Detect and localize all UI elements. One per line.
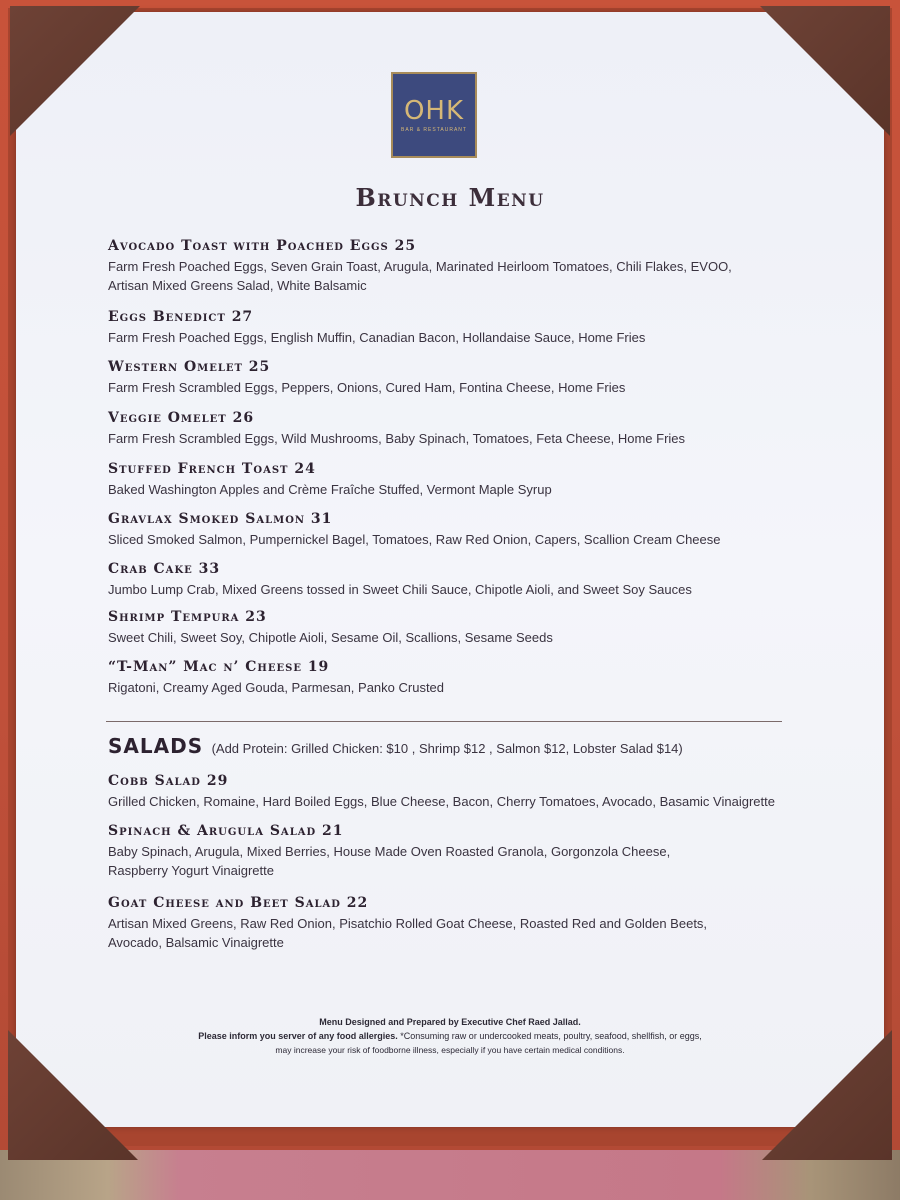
brunch-item-name: Eggs Benedict 27	[108, 309, 254, 325]
logo-subtitle: BAR & RESTAURANT	[401, 126, 467, 133]
brunch-item-name: Western Omelet 25	[108, 359, 271, 375]
salad-item	[108, 772, 868, 811]
footer-allergy-line	[100, 1029, 800, 1043]
menu-title: Brunch Menu	[355, 183, 545, 212]
brunch-item-name: Shrimp Tempura 23	[108, 609, 267, 625]
brunch-item-description	[108, 678, 868, 697]
brunch-item-description-line: Farm Fresh Scrambled Eggs, Wild Mushrooms, Baby Spinach, Tomatoes, Feta Cheese, Home Fries	[108, 431, 686, 446]
brunch-item	[108, 608, 868, 647]
brunch-item-description	[108, 328, 868, 347]
brunch-item-description-line: Sweet Chili, Sweet Soy, Chipotle Aioli, Sesame Oil, Scallions, Sesame Seeds	[108, 630, 553, 645]
salad-item-name: Cobb Salad 29	[108, 773, 229, 789]
brunch-item-description-line: Sliced Smoked Salmon, Pumpernickel Bagel, Tomatoes, Raw Red Onion, Capers, Scallion Cream Cheese	[108, 532, 721, 547]
salad-item-description-line: Artisan Mixed Greens, Raw Red Onion, Pisatchio Rolled Goat Cheese, Roasted Red and Golden Beets,	[108, 916, 708, 931]
salad-item-description	[108, 914, 868, 952]
brunch-item	[108, 510, 868, 549]
brunch-item	[108, 409, 868, 448]
brunch-item-name: “T-Man” Mac n’ Cheese 19	[108, 659, 330, 675]
menu-footer	[100, 1015, 800, 1057]
brunch-item-description-line: Artisan Mixed Greens Salad, White Balsamic	[108, 278, 367, 293]
brunch-item-description	[108, 480, 868, 499]
salad-item-description-line: Grilled Chicken, Romaine, Hard Boiled Eggs, Blue Cheese, Bacon, Cherry Tomatoes, Avocado, Basamic Vinaigrette	[108, 794, 775, 809]
brunch-item	[108, 460, 868, 499]
brunch-item	[108, 658, 868, 697]
salad-item-description-line: Raspberry Yogurt Vinaigrette	[108, 863, 274, 878]
brunch-item-description	[108, 580, 868, 599]
salad-item-description-line: Avocado, Balsamic Vinaigrette	[108, 935, 284, 950]
salads-header	[108, 734, 868, 758]
salads-protein-note: (Add Protein: Grilled Chicken: $10 , Shrimp $12 , Salmon $12, Lobster Salad $14)	[211, 741, 683, 756]
brunch-item-description	[108, 378, 868, 397]
salad-item-name: Spinach & Arugula Salad 21	[108, 823, 344, 839]
brunch-item-description-line: Baked Washington Apples and Crème Fraîche Stuffed, Vermont Maple Syrup	[108, 482, 552, 497]
salad-item	[108, 822, 868, 880]
brunch-item-description	[108, 628, 868, 647]
salad-item-name: Goat Cheese and Beet Salad 22	[108, 895, 369, 911]
salad-item-description	[108, 792, 868, 811]
brunch-item-description	[108, 530, 868, 549]
section-divider	[106, 721, 782, 722]
brunch-item	[108, 358, 868, 397]
brunch-item-description-line: Farm Fresh Scrambled Eggs, Peppers, Onions, Cured Ham, Fontina Cheese, Home Fries	[108, 380, 626, 395]
salads-title: SALADS	[108, 734, 204, 758]
footer-allergy-rest: *Consuming raw or undercooked meats, poultry, seafood, shellfish, or eggs,	[397, 1031, 702, 1041]
salad-item-description	[108, 842, 868, 880]
brunch-item-name: Veggie Omelet 26	[108, 410, 255, 426]
brunch-item	[108, 237, 868, 295]
brunch-item	[108, 308, 868, 347]
salad-item	[108, 894, 868, 952]
logo-word: OHK	[403, 95, 465, 126]
brunch-item-description	[108, 257, 868, 295]
brunch-item-description-line: Farm Fresh Poached Eggs, English Muffin, Canadian Bacon, Hollandaise Sauce, Home Fries	[108, 330, 646, 345]
brunch-item-name: Gravlax Smoked Salmon 31	[108, 511, 333, 527]
footer-chef-line: Menu Designed and Prepared by Executive Chef Raed Jallad.	[319, 1017, 581, 1027]
brunch-item-description-line: Farm Fresh Poached Eggs, Seven Grain Toast, Arugula, Marinated Heirloom Tomatoes, Chili Flakes, EVOO,	[108, 259, 732, 274]
brunch-item-description	[108, 429, 868, 448]
brunch-item-name: Crab Cake 33	[108, 561, 221, 577]
footer-warning-line: may increase your risk of foodborne illness, especially if you have certain medical conditions.	[275, 1045, 625, 1055]
salad-item-description-line: Baby Spinach, Arugula, Mixed Berries, House Made Oven Roasted Granola, Gorgonzola Cheese,	[108, 844, 671, 859]
brunch-item-description-line: Rigatoni, Creamy Aged Gouda, Parmesan, Panko Crusted	[108, 680, 445, 695]
footer-allergy-bold: Please inform you server of any food allergies.	[198, 1031, 398, 1041]
restaurant-logo	[391, 72, 477, 158]
brunch-item-description-line: Jumbo Lump Crab, Mixed Greens tossed in Sweet Chili Sauce, Chipotle Aioli, and Sweet Soy Sauces	[108, 582, 692, 597]
brunch-item	[108, 560, 868, 599]
brunch-item-name: Stuffed French Toast 24	[108, 461, 316, 477]
brunch-item-name: Avocado Toast with Poached Eggs 25	[108, 238, 417, 254]
